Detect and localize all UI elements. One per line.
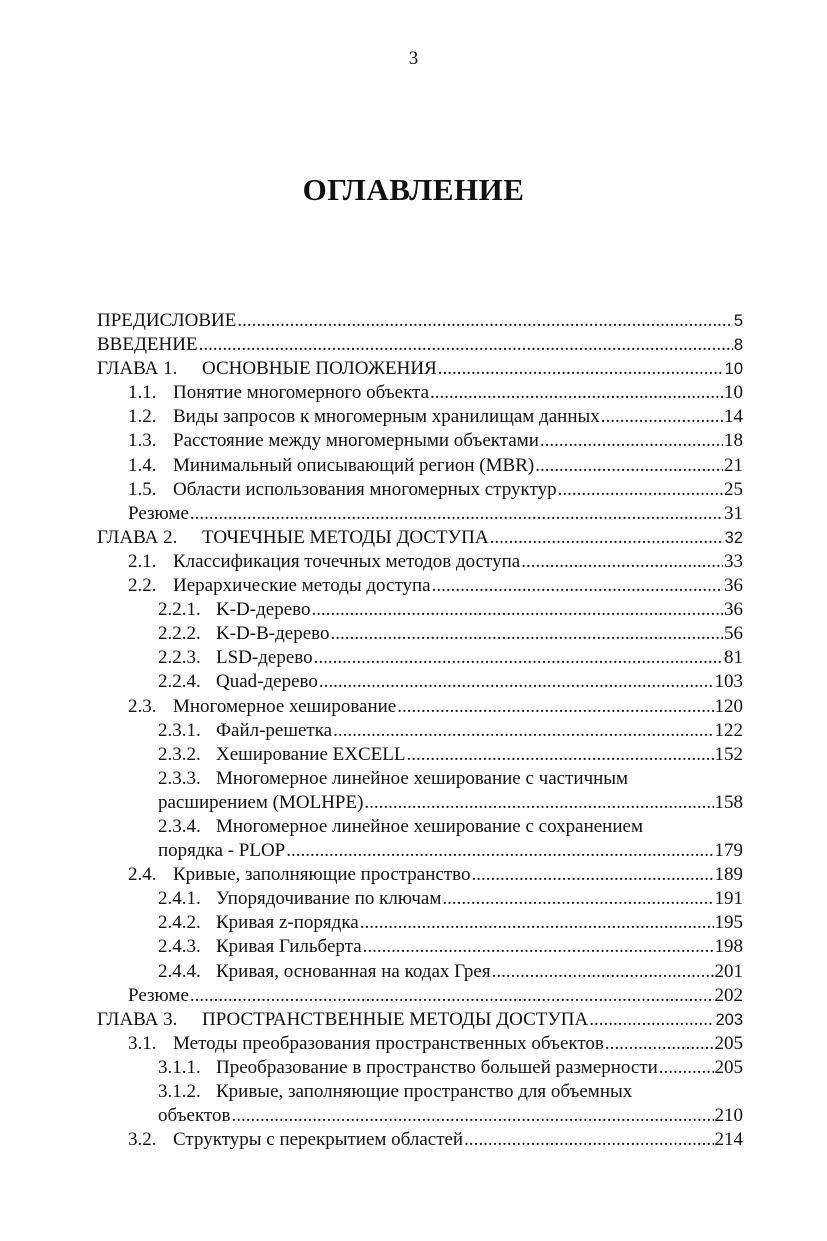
toc-entry-number: 2.3.2. — [158, 743, 201, 765]
page-title: ОГЛАВЛЕНИЕ — [302, 172, 525, 207]
toc-entry-chapter-3 — [97, 1008, 743, 1032]
toc-entry-number: 2.2. — [128, 575, 157, 597]
toc-entry-2-1 — [97, 550, 743, 574]
toc-entry-summary-2 — [97, 984, 743, 1008]
toc-entry-text-continued: объектов — [158, 1105, 231, 1127]
toc-leader — [231, 1104, 713, 1128]
toc-leader — [535, 454, 723, 478]
toc-page-number: 32 — [724, 528, 743, 547]
toc-leader — [430, 381, 723, 405]
toc-entry-number: 2.1. — [128, 550, 157, 572]
toc-entry-number: 2.4.2. — [158, 912, 201, 934]
toc-entry-2-3-2 — [97, 743, 743, 767]
toc-entry-2-3-3-line1 — [97, 767, 743, 791]
toc-entry-number: 2.3.4. — [158, 815, 201, 837]
toc-entry-text: Методы преобразования пространственных объектов — [173, 1032, 604, 1054]
toc-entry-number: 2.4. — [128, 864, 157, 886]
toc-entry-text: Файл-решетка — [216, 719, 333, 741]
toc-entry-vvedenie — [97, 333, 743, 357]
toc-entry-number: 1.3. — [128, 430, 157, 452]
toc-entry-1-2 — [97, 405, 743, 429]
toc-entry-summary-1 — [97, 502, 743, 526]
toc-entry-text: Минимальный описывающий регион (MBR) — [173, 454, 535, 476]
toc-entry-2-2-2 — [97, 622, 743, 646]
toc-entry-2-2-3 — [97, 646, 743, 670]
toc-entry-text: K-D-дерево — [216, 599, 311, 621]
toc-entry-3-1-1 — [97, 1056, 743, 1080]
toc-page-number: 198 — [714, 936, 743, 958]
toc-entry-text: Многомерное линейное хеширование с частичным — [216, 767, 629, 789]
toc-entry-2-4 — [97, 863, 743, 887]
toc-entry-text: ТОЧЕЧНЫЕ МЕТОДЫ ДОСТУПА — [202, 526, 489, 548]
toc-entry-number: 2.2.1. — [158, 599, 201, 621]
toc-entry-2-3-4 — [97, 839, 743, 863]
toc-entry-text: ОСНОВНЫЕ ПОЛОЖЕНИЯ — [202, 358, 437, 380]
toc-entry-number: 1.4. — [128, 454, 157, 476]
toc-entry-text: Quad-дерево — [216, 671, 318, 693]
toc-entry-number: 2.2.3. — [158, 647, 201, 669]
toc-leader — [442, 887, 713, 911]
toc-entry-1-3 — [97, 429, 743, 453]
toc-entry-2-4-1 — [97, 887, 743, 911]
toc-entry-text: Расстояние между многомерными объектами — [173, 430, 539, 452]
toc-entry-2-2-1 — [97, 598, 743, 622]
toc-entry-text: LSD-дерево — [216, 647, 313, 669]
toc-leader — [190, 984, 714, 1008]
toc-leader — [314, 646, 723, 670]
toc-entry-2-4-4 — [97, 960, 743, 984]
toc-page-number: 214 — [714, 1129, 743, 1151]
toc-page-number: 18 — [724, 430, 743, 452]
toc-leader — [190, 502, 723, 526]
toc-entry-number: 3.1. — [128, 1032, 157, 1054]
toc-entry-1-1 — [97, 381, 743, 405]
toc-entry-text: Резюме — [128, 984, 189, 1006]
toc-entry-text: Структуры с перекрытием областей — [173, 1129, 464, 1151]
toc-entry-text: ПРОСТРАНСТВЕННЫЕ МЕТОДЫ ДОСТУПА — [202, 1008, 589, 1030]
toc-entry-number: ГЛАВА 2. — [97, 526, 178, 548]
toc-leader — [432, 574, 723, 598]
table-of-contents — [97, 309, 743, 1152]
toc-leader — [490, 526, 724, 550]
toc-entry-text: Понятие многомерного объекта — [173, 382, 430, 404]
toc-entry-text: Иерархические методы доступа — [173, 575, 431, 597]
page-number: 3 — [408, 48, 419, 69]
toc-page-number: 36 — [724, 599, 743, 621]
toc-page-number: 205 — [714, 1056, 743, 1078]
toc-entry-2-4-3 — [97, 935, 743, 959]
toc-leader — [521, 550, 723, 574]
toc-page-number: 152 — [714, 743, 743, 765]
toc-leader — [319, 670, 714, 694]
toc-page-number: 210 — [714, 1105, 743, 1127]
toc-entry-text: Виды запросов к многомерным хранилищам данных — [173, 406, 600, 428]
toc-leader — [397, 695, 713, 719]
toc-entry-number: 2.4.3. — [158, 936, 201, 958]
toc-entry-text: ВВЕДЕНИЕ — [97, 334, 198, 356]
toc-page-number: 10 — [724, 360, 743, 379]
toc-page-number: 202 — [714, 984, 743, 1006]
toc-entry-text: Кривые, заполняющие пространство — [173, 864, 471, 886]
toc-leader — [589, 1008, 714, 1032]
toc-leader — [492, 960, 714, 984]
toc-page-number: 36 — [724, 575, 743, 597]
toc-page-number: 81 — [724, 647, 743, 669]
toc-entry-text: Кривые, заполняющие пространство для объемных — [216, 1081, 633, 1102]
toc-entry-number: ГЛАВА 1. — [97, 358, 178, 380]
toc-entry-3-1-2-line1 — [97, 1080, 743, 1104]
toc-entry-text: Кривая, основанная на кодах Грея — [216, 960, 491, 982]
toc-entry-2-3 — [97, 695, 743, 719]
toc-entry-2-2 — [97, 574, 743, 598]
toc-leader — [540, 429, 723, 453]
toc-entry-text: Классификация точечных методов доступа — [173, 550, 521, 572]
toc-leader — [311, 598, 723, 622]
toc-entry-chapter-1 — [97, 357, 743, 381]
toc-entry-number: 2.3.1. — [158, 719, 201, 741]
toc-page-number: 5 — [733, 312, 743, 330]
toc-entry-number: 2.4.1. — [158, 888, 201, 910]
toc-entry-3-1 — [97, 1032, 743, 1056]
toc-leader — [333, 719, 713, 743]
toc-entry-2-3-1 — [97, 719, 743, 743]
toc-entry-text: Многомерное хеширование — [173, 695, 397, 717]
toc-leader — [286, 839, 713, 863]
toc-leader — [471, 863, 713, 887]
toc-page-number: 103 — [714, 671, 743, 693]
toc-leader — [363, 935, 714, 959]
toc-page-number: 31 — [724, 502, 743, 524]
toc-entry-1-5 — [97, 478, 743, 502]
toc-page-number: 179 — [714, 840, 743, 862]
toc-entry-1-4 — [97, 454, 743, 478]
toc-page-number: 203 — [715, 1010, 743, 1029]
toc-leader — [659, 1056, 714, 1080]
toc-page-number: 10 — [724, 382, 743, 404]
toc-leader — [558, 478, 723, 502]
toc-page-number: 205 — [714, 1032, 743, 1054]
toc-page-number: 33 — [724, 550, 743, 572]
toc-entry-text: Преобразование в пространство большей размерности — [216, 1056, 658, 1078]
toc-page-number: 191 — [714, 888, 743, 910]
toc-page-number: 201 — [714, 960, 743, 982]
toc-leader — [237, 309, 732, 333]
toc-entry-number: 1.2. — [128, 406, 157, 428]
toc-page-number: 122 — [714, 719, 743, 741]
toc-entry-number: ГЛАВА 3. — [97, 1008, 178, 1030]
toc-entry-text: Хеширование EXCELL — [216, 743, 406, 765]
toc-entry-text-continued: порядка - PLOP — [158, 840, 286, 862]
toc-entry-text: Многомерное линейное хеширование с сохранением — [216, 815, 643, 837]
toc-entry-text: ПРЕДИСЛОВИЕ — [97, 310, 237, 331]
toc-entry-number: 3.2. — [128, 1129, 157, 1151]
toc-page-number: 8 — [733, 336, 743, 355]
toc-page-number: 14 — [724, 406, 743, 428]
toc-entry-text: Резюме — [128, 502, 189, 524]
toc-entry-number: 2.2.4. — [158, 671, 201, 693]
toc-entry-number: 2.3.3. — [158, 767, 201, 789]
toc-page-number: 195 — [714, 912, 743, 934]
toc-entry-chapter-2 — [97, 526, 743, 550]
toc-entry-number: 1.5. — [128, 478, 157, 500]
toc-entry-predislovie — [97, 309, 743, 333]
toc-page-number: 158 — [714, 791, 743, 813]
toc-leader — [406, 743, 713, 767]
toc-leader — [364, 791, 713, 815]
toc-leader — [605, 1032, 714, 1056]
toc-leader — [330, 622, 723, 646]
toc-page-number: 189 — [714, 864, 743, 886]
toc-entry-number: 2.3. — [128, 695, 157, 717]
toc-entry-3-1-2 — [97, 1104, 743, 1128]
toc-entry-text-continued: расширением (MOLHPE) — [158, 791, 364, 813]
toc-page-number: 25 — [724, 478, 743, 500]
toc-entry-2-3-3 — [97, 791, 743, 815]
toc-page-number: 56 — [724, 623, 743, 645]
toc-entry-2-2-4 — [97, 670, 743, 694]
toc-page-number: 120 — [714, 695, 743, 717]
toc-leader — [438, 357, 724, 381]
toc-entry-text: Кривая z-порядка — [216, 912, 359, 934]
toc-leader — [360, 911, 714, 935]
toc-entry-text: Области использования многомерных структур — [173, 478, 557, 500]
toc-entry-number: 3.1.2. — [158, 1081, 201, 1102]
toc-entry-number: 2.2.2. — [158, 623, 201, 645]
toc-entry-text: Упорядочивание по ключам — [216, 888, 442, 910]
toc-entry-number: 2.4.4. — [158, 960, 201, 982]
toc-page-number: 21 — [724, 454, 743, 476]
toc-entry-number: 3.1.1. — [158, 1056, 201, 1078]
toc-entry-2-4-2 — [97, 911, 743, 935]
toc-entry-text: Кривая Гильберта — [216, 936, 362, 958]
toc-entry-3-2 — [97, 1128, 743, 1152]
toc-entry-number: 1.1. — [128, 382, 157, 404]
toc-leader — [464, 1128, 713, 1152]
toc-leader — [601, 405, 723, 429]
toc-entry-text: K-D-B-дерево — [216, 623, 330, 645]
toc-leader — [199, 333, 733, 357]
toc-entry-2-3-4-line1 — [97, 815, 743, 839]
